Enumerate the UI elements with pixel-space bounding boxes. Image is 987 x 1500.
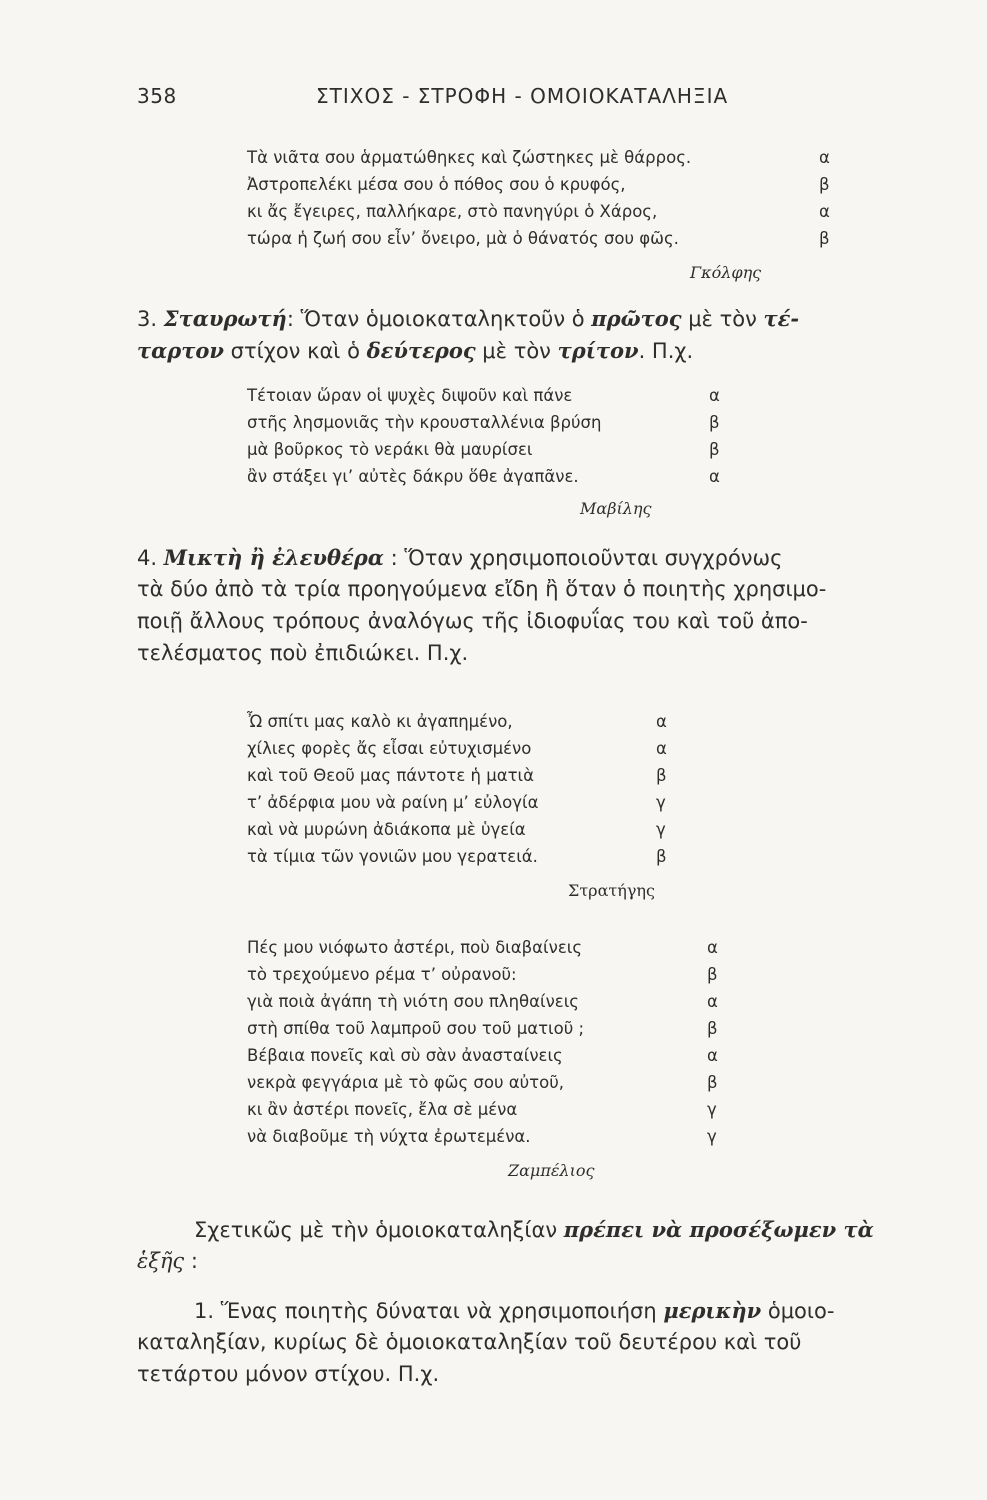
section-number: 4. <box>137 546 158 570</box>
rhyme-letter: α <box>707 1046 718 1065</box>
emphasis: τέ- <box>763 306 800 331</box>
paragraph-line <box>137 338 957 370</box>
rhyme-letter: α <box>819 202 830 221</box>
text-run: στίχον καὶ ὁ <box>223 339 367 363</box>
rhyme-letter: α <box>819 148 830 167</box>
rhyme-letter: α <box>656 712 667 731</box>
rhyme-letter: β <box>707 1019 718 1038</box>
poem-line-text: μὰ βοῦρκος τὸ νεράκι θὰ μαυρίσει <box>247 440 533 459</box>
paragraph-line <box>137 1298 957 1330</box>
rhyme-letter: β <box>707 1073 718 1092</box>
rhyme-letter: γ <box>707 1127 717 1146</box>
text-run: . Π.χ. <box>638 339 694 363</box>
paragraph-line: τελέσματος ποὺ ἐπιδιώκει. Π.χ. <box>137 641 469 665</box>
emphasis: τρίτον <box>557 338 639 363</box>
poem-line-text: γιὰ ποιὰ ἀγάπη τὴ νιότη σου πληθαίνεις <box>247 992 579 1011</box>
rhyme-letter: α <box>707 992 718 1011</box>
paragraph-line <box>137 545 957 577</box>
rhyme-letter: α <box>709 467 720 486</box>
separator: : <box>286 307 301 331</box>
emphasis: πρέπει νὰ προσέξωμεν τὰ <box>563 1217 874 1242</box>
text-run: Ὅταν ὁμοιοκαταληκτοῦν ὁ <box>300 307 592 331</box>
poem-line-text: τ’ ἀδέρφια μου νὰ ραίνη μ’ εὐλογία <box>247 793 539 812</box>
rhyme-letter: γ <box>707 1100 717 1119</box>
paragraph-line: καταληξίαν, κυρίως δὲ ὁμοιοκαταληξίαν τοῦ δευτέρου καὶ τοῦ <box>137 1330 802 1354</box>
paragraph-line: τετάρτου μόνον στίχου. Π.χ. <box>137 1362 440 1386</box>
rhyme-letter: β <box>656 847 667 866</box>
poem-line-text: χίλιες φορὲς ἄς εἶσαι εὐτυχισμένο <box>247 739 532 758</box>
emphasis: ἑξῆς <box>137 1249 185 1273</box>
text-run: μὲ τὸν <box>681 307 764 331</box>
poem-line-text: Ὦ σπίτι μας καλὸ κι ἀγαπημένο, <box>247 712 513 731</box>
text-run: ὁμοιο- <box>761 1299 835 1323</box>
poem-line-text: καὶ τοῦ Θεοῦ μας πάντοτε ἡ ματιὰ <box>247 766 534 785</box>
poem-line-text: Βέβαια πονεῖς καὶ σὺ σὰν ἀνασταίνεις <box>247 1046 563 1065</box>
page-header <box>137 84 897 114</box>
text-run: Σχετικῶς μὲ τὴν ὁμοιοκαταληξίαν <box>194 1218 564 1242</box>
rhyme-letter: β <box>819 229 830 248</box>
poem-line-text: στῆς λησμονιᾶς τὴν κρουσταλλένια βρύση <box>247 413 602 432</box>
separator: : <box>383 546 405 570</box>
emphasis: πρῶτος <box>591 306 682 331</box>
section-title: Σταυρωτή <box>163 306 287 331</box>
poem-line-text: Πές μου νιόφωτο ἀστέρι, ποὺ διαβαίνεις <box>247 938 583 957</box>
rhyme-letter: α <box>707 938 718 957</box>
rule-number: 1. <box>194 1299 215 1323</box>
text-run: μὲ τὸν <box>475 339 558 363</box>
poem-signature: Γκόλφης <box>690 263 762 282</box>
emphasis: ταρτον <box>137 338 224 363</box>
rhyme-letter: γ <box>656 793 666 812</box>
poem-line-text: κι ἄς ἔγειρες, παλλήκαρε, στὸ πανηγύρι ὁ Χάρος, <box>247 202 658 221</box>
poem-line-text: Ἀστροπελέκι μέσα σου ὁ πόθος σου ὁ κρυφός, <box>247 175 626 194</box>
running-head: ΣΤΙΧΟΣ - ΣΤΡΟΦΗ - ΟΜΟΙΟΚΑΤΑΛΗΞΙΑ <box>316 84 729 108</box>
rhyme-letter: β <box>819 175 830 194</box>
text-run: : <box>184 1249 198 1273</box>
poem-signature: Στρατήγης <box>568 881 655 900</box>
rhyme-letter: γ <box>656 820 666 839</box>
section-4-paragraph <box>137 545 957 673</box>
rhyme-letter: β <box>707 965 718 984</box>
section-3-paragraph <box>137 306 957 370</box>
poem-line-text: τώρα ἡ ζωή σου εἶν’ ὄνειρο, μὰ ὁ θάνατός σου φῶς. <box>247 229 679 248</box>
paragraph-line <box>137 1249 957 1281</box>
poem-signature: Μαβίλης <box>580 499 652 518</box>
rhyme-letter: α <box>656 739 667 758</box>
emphasis: δεύτερος <box>366 338 476 363</box>
poem-signature: Ζαμπέλιος <box>508 1161 595 1180</box>
poem-line-text: νεκρὰ φεγγάρια μὲ τὸ φῶς σου αὐτοῦ, <box>247 1073 564 1092</box>
text-run: Ὅταν χρησιμοποιοῦνται συγχρόνως <box>404 546 783 570</box>
note-paragraph <box>137 1217 957 1281</box>
poem-line-text: κι ἂν ἀστέρι πονεῖς, ἔλα σὲ μένα <box>247 1100 518 1119</box>
poem-line-text: τὰ τίμια τῶν γονιῶν μου γερατειά. <box>247 847 538 866</box>
poem-line-text: στὴ σπίθα τοῦ λαμπροῦ σου τοῦ ματιοῦ ; <box>247 1019 585 1038</box>
poem-line-text: Τὰ νιᾶτα σου ἁρματώθηκες καὶ ζώστηκες μὲ θάρρος. <box>247 148 692 167</box>
rhyme-letter: β <box>709 413 720 432</box>
poem-line-text: καὶ νὰ μυρώνη ἀδιάκοπα μὲ ὑγεία <box>247 820 526 839</box>
paragraph-line <box>137 306 957 338</box>
section-number: 3. <box>137 307 158 331</box>
emphasis: μερικὴν <box>663 1298 762 1323</box>
page-number: 358 <box>137 84 177 108</box>
paragraph-line: ποιῇ ἄλλους τρόπους ἀναλόγως τῆς ἰδιοφυΐας του καὶ τοῦ ἀπο- <box>137 609 808 633</box>
section-title: Μικτὴ ἢ ἐλευθέρα <box>163 545 384 570</box>
rule-1-paragraph <box>137 1298 957 1394</box>
poem-line-text: νὰ διαβοῦμε τὴ νύχτα ἐρωτεμένα. <box>247 1127 531 1146</box>
paragraph-line: τὰ δύο ἀπὸ τὰ τρία προηγούμενα εἴδη ἢ ὅταν ὁ ποιητὴς χρησιμο- <box>137 577 827 601</box>
paragraph-line <box>137 1217 957 1249</box>
poem-line-text: ἂν στάξει γι’ αὐτὲς δάκρυ ὅθε ἀγαπᾶνε. <box>247 467 579 486</box>
text-run: Ἕνας ποιητὴς δύναται νὰ χρησιμοποιήση <box>214 1299 664 1323</box>
rhyme-letter: α <box>709 386 720 405</box>
poem-line-text: Τέτοιαν ὥραν οἱ ψυχὲς διψοῦν καὶ πάνε <box>247 386 573 405</box>
rhyme-letter: β <box>656 766 667 785</box>
poem-line-text: τὸ τρεχούμενο ρέμα τ’ οὐρανοῦ: <box>247 965 517 984</box>
rhyme-letter: β <box>709 440 720 459</box>
